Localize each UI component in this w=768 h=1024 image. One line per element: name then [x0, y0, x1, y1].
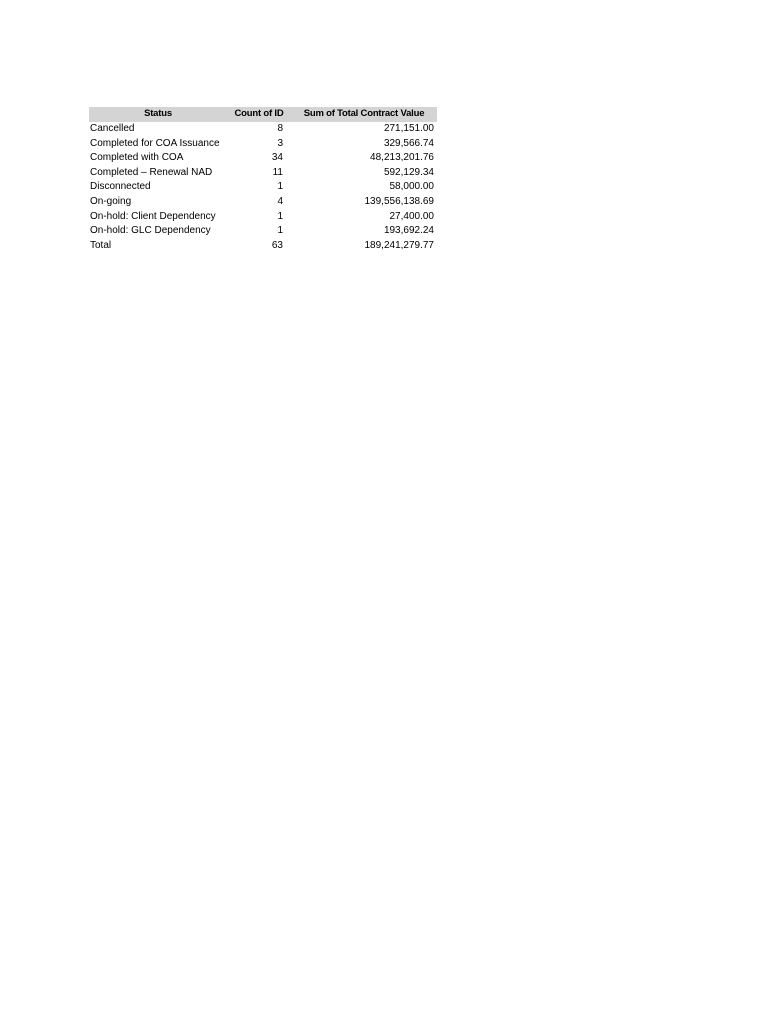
- total-row: [89, 239, 437, 254]
- table-row: [89, 137, 437, 152]
- header-row: [89, 107, 437, 122]
- table-row: [89, 224, 437, 239]
- count-cell: 1: [277, 210, 283, 222]
- status-cell: Completed – Renewal NAD: [90, 166, 213, 178]
- sum-cell: 271,151.00: [383, 123, 434, 135]
- sum-cell: 193,692.24: [383, 225, 434, 237]
- total-sum: 189,241,279.77: [364, 239, 434, 251]
- count-cell: 11: [272, 166, 283, 178]
- header-status: Status: [89, 107, 227, 122]
- count-cell: 8: [277, 123, 283, 135]
- count-cell: 1: [277, 225, 283, 237]
- count-cell: 4: [277, 196, 283, 208]
- count-cell: 3: [277, 137, 283, 149]
- total-label: Total: [90, 239, 112, 251]
- sum-cell: 58,000.00: [389, 181, 434, 193]
- count-cell: 34: [271, 152, 283, 164]
- status-cell: Completed with COA: [90, 152, 184, 164]
- status-cell: On-going: [90, 196, 132, 208]
- header-count: Count of ID: [227, 107, 291, 122]
- table-row: [89, 151, 437, 166]
- total-count: 63: [271, 239, 283, 251]
- table-row: [89, 166, 437, 181]
- sum-cell: 329,566.74: [383, 137, 434, 149]
- table-row: [89, 122, 437, 137]
- pivot-table: [89, 107, 437, 253]
- sum-cell: 27,400.00: [389, 210, 434, 222]
- table-row: [89, 180, 437, 195]
- status-cell: Completed for COA Issuance: [90, 137, 220, 149]
- count-cell: 1: [277, 181, 283, 193]
- table-row: [89, 210, 437, 225]
- table-row: [89, 195, 437, 210]
- status-cell: On-hold: GLC Dependency: [90, 225, 211, 237]
- sum-cell: 139,556,138.69: [364, 196, 434, 208]
- status-cell: Disconnected: [90, 181, 151, 193]
- status-cell: Cancelled: [90, 123, 135, 135]
- sum-cell: 48,213,201.76: [370, 152, 434, 164]
- header-sum: Sum of Total Contract Value: [291, 107, 437, 122]
- status-cell: On-hold: Client Dependency: [90, 210, 216, 222]
- sum-cell: 592,129.34: [383, 166, 434, 178]
